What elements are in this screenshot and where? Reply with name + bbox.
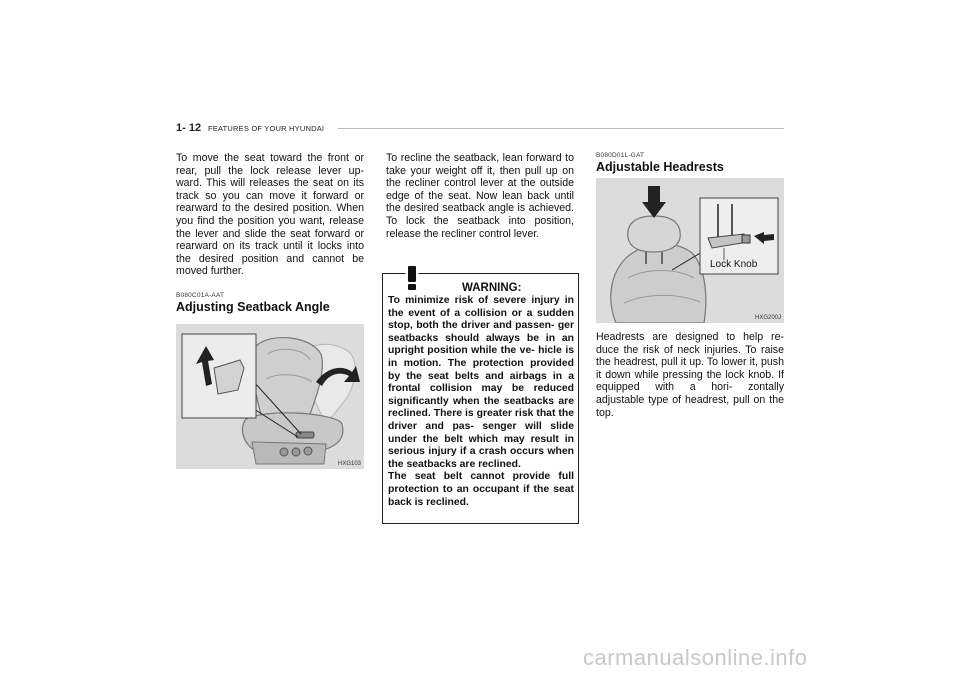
header-rule: [338, 128, 784, 129]
figure-code: HXG103: [337, 460, 361, 467]
seatback-figure: [176, 324, 364, 469]
seat-move-text: To move the seat toward the front or rear, pull the lock release lever up- ward. This will releases the seat on its track so you can move it forward or rearward to the desired position. When you find the position you want, release the lever and slide the seat forward or rearward on its track until it locks into the desired position and cannot be moved further.: [176, 152, 364, 278]
warning-triangle-icon: [395, 261, 429, 291]
warning-paragraph-2: The seat belt cannot provide full protection to an occupant if the seat back is reclined.: [388, 471, 574, 508]
headrest-text: Headrests are designed to help re- duce the risk of neck injuries. To raise the headrest, pull it up. To lower it, push it down while pressing the lock knob. If equipped with a hori- zontally adjustable type of headrest, pull on the top.: [596, 331, 784, 419]
warning-title: WARNING:: [462, 282, 522, 294]
section-title: FEATURES OF YOUR HYUNDAI: [208, 124, 325, 133]
figure-code: HXG200J: [754, 315, 781, 321]
column-headrests: [596, 152, 784, 419]
recline-text: To recline the seatback, lean forward to take your weight off it, then pull up on the recliner control lever at the outside edge of the seat. Now lean back until the desired seatback angle is achieved. To lock the seatback into position, release the recliner control lever.: [386, 152, 574, 240]
lock-knob-label: Lock Knob: [710, 259, 758, 270]
section-heading: Adjusting Seatback Angle: [176, 299, 330, 314]
warning-box: [382, 273, 579, 524]
section-heading: Adjustable Headrests: [596, 160, 724, 174]
watermark: carmanualsonline.info: [583, 645, 808, 670]
arrow-down-icon: [642, 186, 666, 218]
page-header: [176, 122, 784, 136]
seatback-illustration: [176, 324, 364, 469]
column-recline: [386, 152, 574, 240]
page-number: 1- 12: [176, 122, 202, 134]
section-code: B080D01L-GAT: [596, 152, 645, 159]
warning-text: [388, 295, 574, 509]
section-code: B080C01A-AAT: [176, 291, 225, 299]
headrest-illustration: [596, 178, 784, 323]
column-seat-adjust: [176, 152, 364, 469]
headrest-figure: [596, 178, 784, 323]
warning-paragraph-1: To minimize risk of severe injury in the event of a collision or a sudden stop, both the driver and passen- ger seatbacks should always be in an upright position while the ve- hicle is in motion. The protection provided by the seat belts and airbags in a frontal collision may be reduced significantly when the seatbacks are reclined. There is greater risk that the driver and pas- senger will slide under the belt which may result in serious injury if a crash occurs when the seatbacks are reclined.: [388, 295, 574, 470]
